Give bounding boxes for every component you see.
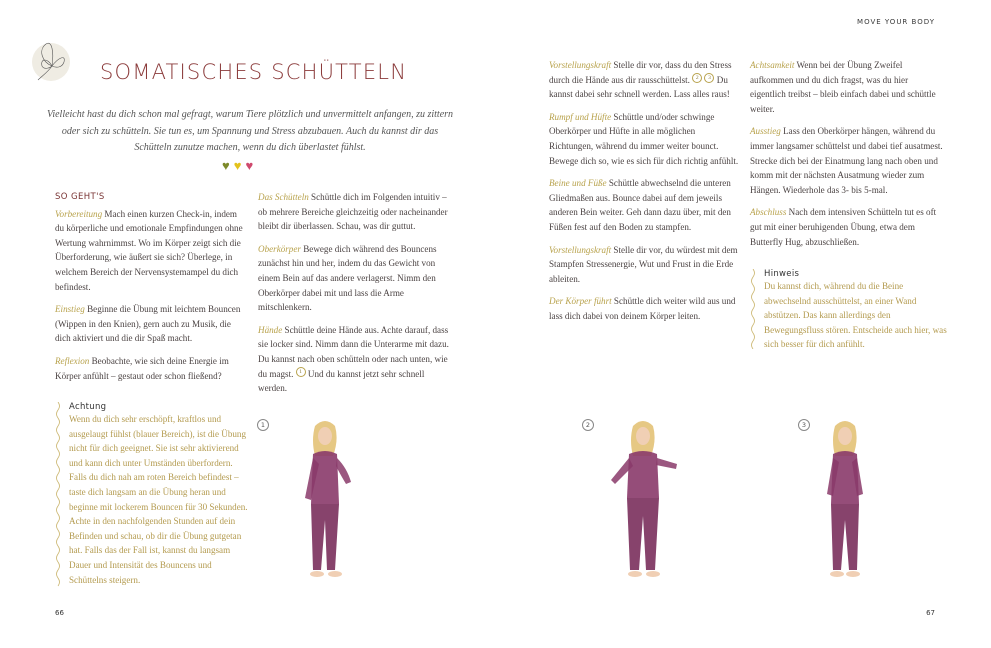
step-upper-body: Oberkörper Bewege dich während des Bouncens zunächst hin und her, indem du das Gewicht von einem Bein auf das andere verlagerst. Nimm den Oberkörper dabei mit und lass die Arme mitschlenkern. xyxy=(258,243,437,313)
figure-number-2: 2 xyxy=(582,419,594,431)
heart-icon-green: ♥ xyxy=(222,158,230,173)
hint-text: Du kannst dich, während du die Beine abwechselnd ausschüttelst, an einer Wand abstützen. Das kann allerdings den Bewegungsfluss stören. Entscheide auch hier, was sich besser für dich anfühlt. xyxy=(764,281,947,350)
step-legs-feet: Beine und Füße Schüttle abwechselnd die unteren Gliedmaßen aus. Bounce dabei auf dem jeweils anderen Bein weiter. Geh dann dazu über, mit den Füßen fest auf den Boden zu stampfen. xyxy=(549,178,731,232)
illustration-figure-2 xyxy=(595,418,695,586)
page-number-left: 66 xyxy=(55,609,64,617)
page-number-right: 67 xyxy=(926,609,935,617)
section-heading: SO GEHT'S xyxy=(55,192,105,202)
step-entry: Einstieg Beginne die Übung mit leichtem Bouncen (Wippen in den Knien), gern auch zu Musik, die dich aktiviert und die dir Spaß macht. xyxy=(55,304,241,344)
illustration-figure-3 xyxy=(815,418,885,586)
column-1 xyxy=(55,190,247,391)
step-preparation: Vorbereitung Mach einen kurzen Check-in, indem du körperliche und emotionale Empfindungen ohne Wertung wahrnimmst. Wo im Körper zeigt sich die Überforderung, wie äußert sie sich? Überlege, in welchem Bereich der Nervensystemampel du dich befindest. xyxy=(55,208,243,292)
step-body-leads: Der Körper führt Schüttle dich weiter wild aus und lass dich dabei von deinem Körper leiten. xyxy=(549,296,736,321)
running-header: MOVE YOUR BODY xyxy=(857,18,935,26)
step-exit: Ausstieg Lass den Oberkörper hängen, während du immer langsamer schüttelst und dabei tief ausatmest. Strecke dich bei der Einatmung lang nach oben und komm mit der nächsten Ausatmung wieder zum Hängen. Wiederhole das 3- bis 5-mal. xyxy=(750,126,943,195)
step-mindfulness: Achtsamkeit Wenn bei der Übung Zweifel aufkommen und du dich fragst, was du hier eigentlich treibst – bleib einfach dabei und schüttle weiter. xyxy=(750,60,936,114)
column-4 xyxy=(750,58,946,257)
hearts-row xyxy=(222,159,253,172)
heart-icon-pink: ♥ xyxy=(245,158,254,173)
step-reflection: Reflexion Beobachte, wie sich deine Energie im Körper anfühlt – gestaut oder schon fließend? xyxy=(55,355,229,381)
footnote-marker: 2 xyxy=(692,73,702,83)
footnote-marker: 3 xyxy=(704,73,714,83)
column-2 xyxy=(258,190,450,404)
step-closing: Abschluss Nach dem intensiven Schütteln tut es oft gut mit einer beruhigenden Übung, etwa dem Butterfly Hug, abzuschließen. xyxy=(750,207,937,247)
butterfly-logo-icon xyxy=(28,36,74,82)
hint-box xyxy=(750,269,950,352)
column-3 xyxy=(549,58,741,332)
figure-number-3: 3 xyxy=(798,419,810,431)
warning-heading: Achtung xyxy=(69,402,107,412)
illustration-figure-1 xyxy=(295,418,365,586)
footnote-marker: 1 xyxy=(296,367,306,377)
warning-text: Wenn du dich sehr erschöpft, kraftlos und ausgelaugt fühlst (blauer Bereich), ist die Übung nicht für dich geeignet. Sie ist sehr aktivierend und kann dich unter Umständen überfordern. Falls du dich nah am roten Bereich befindest – taste dich langsam an die Übung heran und beginne mit lockerem Bouncen für 30 Sekunden. Achte in den nachfolgenden Stunden auf dein Befinden und schau, ob dir die Übung gutgetan hat. Falls das der Fall ist, kannst du langsam Dauer und Intensität des Bouncens und Schüttelns steigern. xyxy=(69,414,248,585)
intro-text: Vielleicht hast du dich schon mal gefragt, warum Tiere plötzlich und unvermittelt anfangen, zu zittern oder sich zu schütteln. Sie tun es, um Spannung und Stress abzubauen. Auch du kannst dir das Schütteln zunutze machen, wenn du dich überlastet fühlst. xyxy=(46,109,454,153)
warning-box xyxy=(55,402,249,587)
step-hands: Hände Schüttle deine Hände aus. Achte darauf, dass sie locker sind. Nimm dann die Unterarme mit dazu. Du kannst nach oben schütteln oder nach unten, wie du magst. 1 Und du kannst jetzt sehr schnell werden. xyxy=(258,324,449,394)
step-imagination-1: Vorstellungskraft Stelle dir vor, dass du den Stress durch die Hände aus dir rausschüttelst. 2 3 Du kannst dabei sehr schnell werden. Lass alles raus! xyxy=(549,60,732,100)
figure-number-1: 1 xyxy=(257,419,269,431)
step-torso-hips: Rumpf und Hüfte Schüttle und/oder schwinge Oberkörper und Hüfte in alle möglichen Richtungen, während du immer weiter bounct. Bewege dich so, wie es sich für dich richtig anfühlt. xyxy=(549,111,739,166)
squiggle-line-icon xyxy=(55,402,61,588)
squiggle-line-icon xyxy=(750,269,756,349)
step-shaking: Das Schütteln Schüttle dich im Folgenden intuitiv – ob mehrere Bereiche gleichzeitig oder nacheinander bleibt dir überlassen. Schau, was dir guttut. xyxy=(258,192,448,232)
page-title: SOMATISCHES SCHÜTTELN xyxy=(100,60,408,84)
heart-icon-yellow: ♥ xyxy=(233,158,242,173)
hint-heading: Hinweis xyxy=(764,269,800,279)
step-imagination-2: Vorstellungskraft Stelle dir vor, du würdest mit dem Stampfen Stressenergie, Wut und Frust in die Erde ableiten. xyxy=(549,244,738,284)
